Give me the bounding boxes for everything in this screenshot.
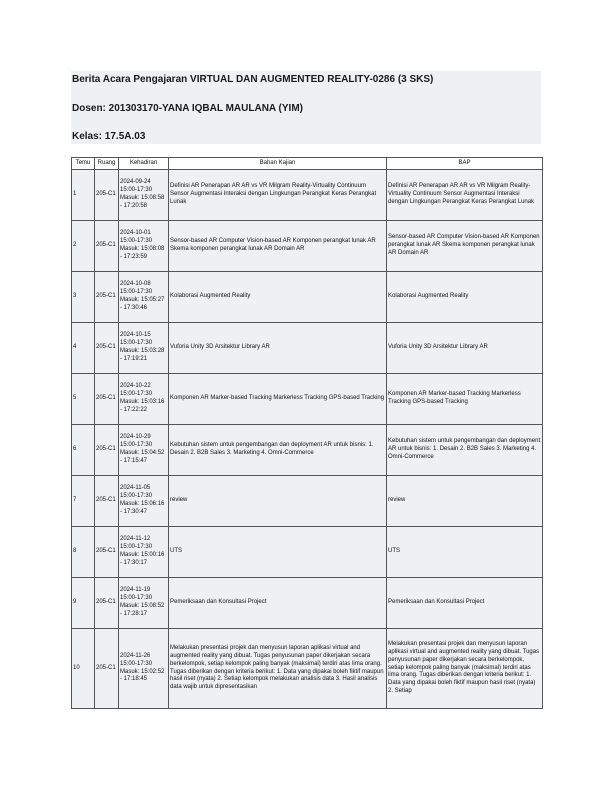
cell-ruang: 205-C1	[95, 629, 119, 709]
document-header	[71, 71, 541, 144]
cell-ruang: 205-C1	[95, 374, 119, 425]
cell-ruang: 205-C1	[95, 323, 119, 374]
cell-temu: 4	[72, 323, 95, 374]
cell-temu: 1	[72, 170, 95, 221]
cell-bahan-kajian: Vuforia Unity 3D Arsitektur Library AR	[169, 323, 387, 374]
cell-bahan-kajian: Melakukan presentasi projek dan menyusun laporan aplikasi virtual and augmented reality yang dibuat. Tugas penyusunan paper dikerjakan secara berkelompok, setiap kelompok paling banyak (maksimal) terdiri atas lima orang. Tugas diberikan dengan kriteria berikut: 1. Data yang dipakai boleh fiktif maupun hasil riset (nyata) 2. Setiap kelompok melakukan analisis data 3. Hasil analisis data wajib untuk dipresentasikan	[169, 629, 387, 709]
column-header-bap: BAP	[387, 158, 543, 170]
column-header-ruang: Ruang	[95, 158, 119, 170]
cell-kehadiran: 2024-11-05 15:00-17:30 Masuk: 15:06:16 - 17:30:47	[119, 476, 169, 527]
cell-kehadiran: 2024-11-19 15:00-17:30 Masuk: 15:08:52 - 17:28:17	[119, 578, 169, 629]
class-line: Kelas: 17.5A.03	[72, 131, 146, 142]
cell-kehadiran: 2024-10-15 15:00-17:30 Masuk: 15:03:28 - 17:19:21	[119, 323, 169, 374]
cell-ruang: 205-C1	[95, 170, 119, 221]
cell-bahan-kajian: Kebutuhan sistem untuk pengembangan dan deployment AR untuk bisnis: 1. Desain 2. B2B Sales 3. Marketing 4. Omni-Commerce	[169, 425, 387, 476]
cell-bap: Kolaborasi Augmented Reality	[387, 272, 543, 323]
cell-bahan-kajian: UTS	[169, 527, 387, 578]
table-row	[72, 629, 543, 709]
cell-bap: Kebutuhan sistem untuk pengembangan dan deployment AR untuk bisnis: 1. Desain 2. B2B Sales 3. Marketing 4. Omni-Commerce	[387, 425, 543, 476]
cell-ruang: 205-C1	[95, 425, 119, 476]
table-row	[72, 527, 543, 578]
cell-ruang: 205-C1	[95, 527, 119, 578]
table-row	[72, 170, 543, 221]
lecturer-line: Dosen: 201303170-YANA IQBAL MAULANA (YIM)	[72, 103, 303, 114]
cell-bahan-kajian: Kolaborasi Augmented Reality	[169, 272, 387, 323]
cell-bap: Melakukan presentasi projek dan menyusun laporan aplikasi virtual and augmented reality yang dibuat. Tugas penyusunan paper dikerjakan secara berkelompok, setiap kelompok paling banyak (maksimal) terdiri atas lima orang. Tugas diberikan dengan kriteria berikut: 1. Data yang dipakai boleh fiktif maupun hasil riset (nyata) 2. Setiap	[387, 629, 543, 709]
page-title: Berita Acara Pengajaran VIRTUAL DAN AUGMENTED REALITY-0286 (3 SKS)	[72, 74, 434, 85]
cell-bahan-kajian: Pemeriksaan dan Konsultasi Project	[169, 578, 387, 629]
cell-kehadiran: 2024-11-12 15:00-17:30 Masuk: 15:00:16 - 17:30:17	[119, 527, 169, 578]
cell-ruang: 205-C1	[95, 476, 119, 527]
cell-bahan-kajian: review	[169, 476, 387, 527]
cell-temu: 10	[72, 629, 95, 709]
table-row	[72, 374, 543, 425]
cell-bahan-kajian: Komponen AR Marker-based Tracking Markerless Tracking GPS-based Tracking	[169, 374, 387, 425]
column-header-kehadiran: Kehadiran	[119, 158, 169, 170]
cell-kehadiran: 2024-11-26 15:00-17:30 Masuk: 15:02:52 - 17:18:45	[119, 629, 169, 709]
cell-bahan-kajian: Definisi AR Penerapan AR AR vs VR Milgram Reality-Virtuality Continuum Sensor Augmentasi Interaksi dengan Lingkungan Perangkat Keras Perangkat Lunak	[169, 170, 387, 221]
teaching-record-table	[71, 157, 543, 709]
cell-bap: review	[387, 476, 543, 527]
table-row	[72, 476, 543, 527]
cell-bap: Vuforia Unity 3D Arsitektur Library AR	[387, 323, 543, 374]
cell-bap: UTS	[387, 527, 543, 578]
cell-temu: 2	[72, 221, 95, 272]
table-row	[72, 323, 543, 374]
cell-temu: 6	[72, 425, 95, 476]
column-header-temu: Temu	[72, 158, 95, 170]
cell-bahan-kajian: Sensor-based AR Computer Vision-based AR Komponen perangkat lunak AR Skema komponen perangkat lunak AR Domain AR	[169, 221, 387, 272]
table-row	[72, 425, 543, 476]
cell-ruang: 205-C1	[95, 272, 119, 323]
cell-bap: Pemeriksaan dan Konsultasi Project	[387, 578, 543, 629]
table-row	[72, 578, 543, 629]
cell-kehadiran: 2024-10-29 15:00-17:30 Masuk: 15:04:52 - 17:15:47	[119, 425, 169, 476]
table-row	[72, 221, 543, 272]
cell-bap: Komponen AR Marker-based Tracking Markerless Tracking GPS-based Tracking	[387, 374, 543, 425]
cell-kehadiran: 2024-10-22 15:00-17:30 Masuk: 15:03:16 - 17:22:22	[119, 374, 169, 425]
cell-kehadiran: 2024-10-01 15:00-17:30 Masuk: 15:08:08 - 17:23:59	[119, 221, 169, 272]
cell-temu: 8	[72, 527, 95, 578]
table-header-row	[72, 158, 543, 170]
cell-temu: 5	[72, 374, 95, 425]
cell-ruang: 205-C1	[95, 221, 119, 272]
cell-temu: 7	[72, 476, 95, 527]
cell-ruang: 205-C1	[95, 578, 119, 629]
table-row	[72, 272, 543, 323]
cell-bap: Sensor-based AR Computer Vision-based AR Komponen perangkat lunak AR Skema komponen perangkat lunak AR Domain AR	[387, 221, 543, 272]
cell-temu: 9	[72, 578, 95, 629]
cell-kehadiran: 2024-10-08 15:00-17:30 Masuk: 15:05:27 - 17:30:46	[119, 272, 169, 323]
column-header-bahan-kajian: Bahan Kajian	[169, 158, 387, 170]
cell-bap: Definisi AR Penerapan AR AR vs VR Milgram Reality-Virtuality Continuum Sensor Augmentasi Interaksi dengan Lingkungan Perangkat Keras Perangkat Lunak	[387, 170, 543, 221]
cell-temu: 3	[72, 272, 95, 323]
cell-kehadiran: 2024-09-24 15:00-17:30 Masuk: 15:08:58 - 17:20:58	[119, 170, 169, 221]
